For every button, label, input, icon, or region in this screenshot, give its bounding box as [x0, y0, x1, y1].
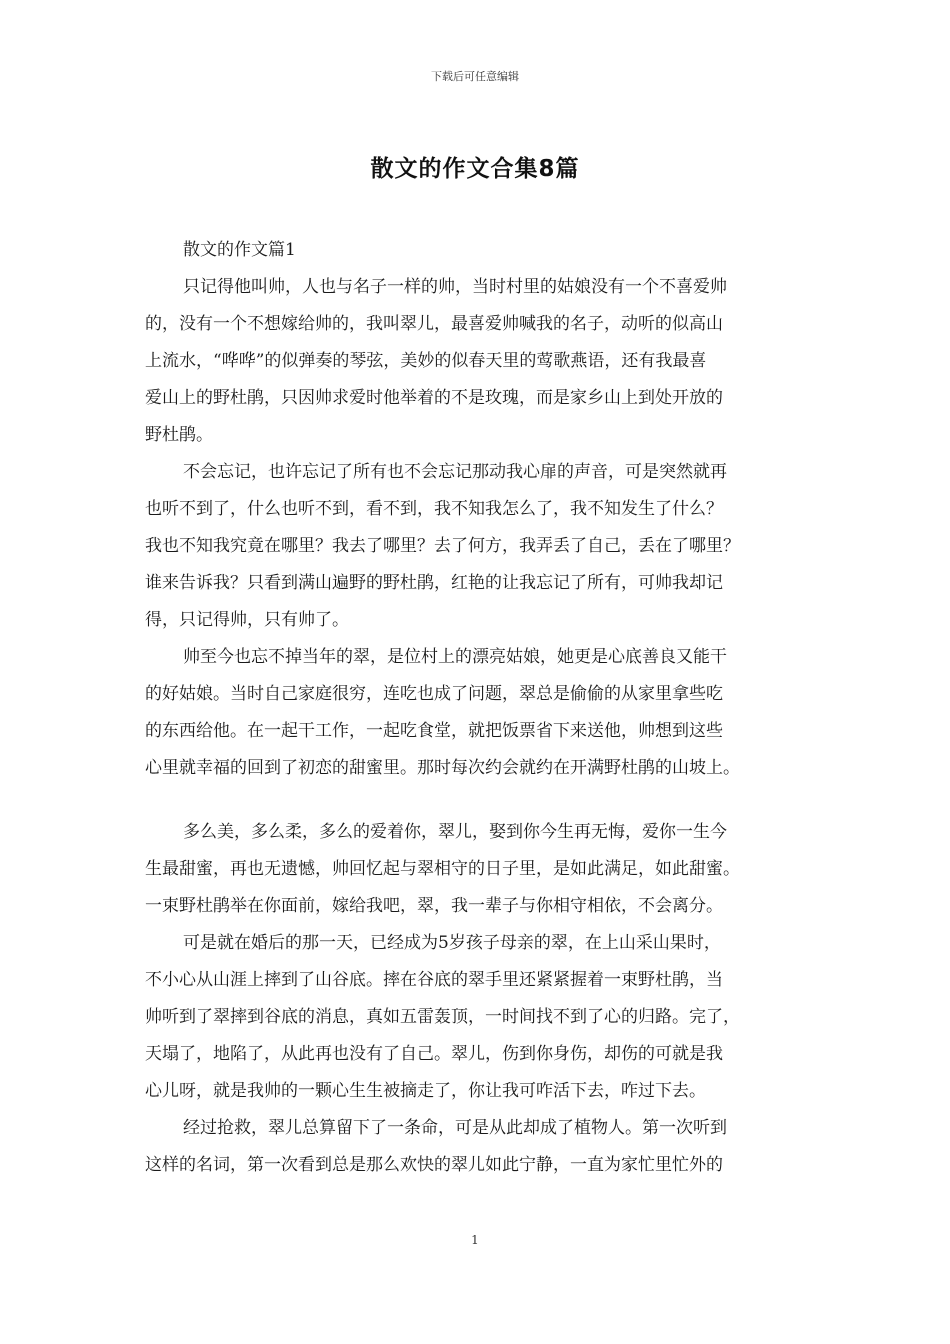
body-line: 不小心从山涯上摔到了山谷底。摔在谷底的翠手里还紧紧握着一束野杜鹃，当 — [145, 970, 723, 990]
body-line: 上流水，“哗哗”的似弹奏的琴弦，美妙的似春天里的莺歌燕语，还有我最喜 — [145, 351, 707, 371]
body-line: 多么美，多么柔，多么的爱着你，翠儿，娶到你今生再无悔，爱你一生今 — [183, 822, 727, 842]
body-line: 我也不知我究竟在哪里？我去了哪里？去了何方，我弄丢了自己，丢在了哪里？ — [145, 536, 740, 556]
body-line: 天塌了，地陷了，从此再也没有了自己。翠儿，伤到你身伤，却伤的可就是我 — [145, 1044, 723, 1064]
body-line: 爱山上的野杜鹃，只因帅求爱时他举着的不是玫瑰，而是家乡山上到处开放的 — [145, 388, 723, 408]
body-line: 的好姑娘。当时自己家庭很穷，连吃也成了问题，翠总是偷偷的从家里拿些吃 — [145, 684, 723, 704]
body-line: 经过抢救，翠儿总算留下了一条命，可是从此却成了植物人。第一次听到 — [183, 1118, 727, 1138]
body-line: 野杜鹃。 — [145, 425, 213, 445]
body-line: 一束野杜鹃举在你面前，嫁给我吧，翠，我一辈子与你相守相依，不会离分。 — [145, 896, 723, 916]
body-line: 心儿呀，就是我帅的一颗心生生被摘走了，你让我可咋活下去，咋过下去。 — [145, 1081, 706, 1101]
body-line: 这样的名词，第一次看到总是那么欢快的翠儿如此宁静，一直为家忙里忙外的 — [145, 1155, 723, 1175]
paragraph-gap — [145, 787, 810, 814]
body-line: 帅至今也忘不掉当年的翠，是位村上的漂亮姑娘，她更是心底善良又能干 — [183, 647, 727, 667]
page-number: 1 — [471, 1233, 479, 1247]
section-heading: 散文的作文篇1 — [183, 240, 296, 260]
document-title: 散文的作文合集8篇 — [370, 156, 580, 182]
body-line: 也听不到了，什么也听不到，看不到，我不知我怎么了，我不知发生了什么？ — [145, 499, 723, 519]
body-line: 只记得他叫帅，人也与名子一样的帅，当时村里的姑娘没有一个不喜爱帅 — [183, 277, 727, 297]
body-line: 不会忘记，也许忘记了所有也不会忘记那动我心扉的声音，可是突然就再 — [183, 462, 727, 482]
document-body — [145, 232, 810, 1184]
body-line: 帅听到了翠摔到谷底的消息，真如五雷轰顶，一时间找不到了心的归路。完了， — [145, 1007, 740, 1027]
body-line: 谁来告诉我？只看到满山遍野的野杜鹃，红艳的让我忘记了所有，可帅我却记 — [145, 573, 723, 593]
page-header-note: 下载后可任意编辑 — [431, 70, 519, 83]
body-line: 的东西给他。在一起干工作，一起吃食堂，就把饭票省下来送他，帅想到这些 — [145, 721, 723, 741]
body-line: 生最甜蜜，再也无遗憾，帅回忆起与翠相守的日子里，是如此满足，如此甜蜜。 — [145, 859, 740, 879]
body-line: 的，没有一个不想嫁给帅的，我叫翠儿，最喜爱帅喊我的名子，动听的似高山 — [145, 314, 723, 334]
body-line: 可是就在婚后的那一天，已经成为5岁孩子母亲的翠，在上山采山果时， — [183, 933, 721, 953]
body-line: 心里就幸福的回到了初恋的甜蜜里。那时每次约会就约在开满野杜鹃的山坡上。 — [145, 758, 740, 778]
body-line: 得，只记得帅，只有帅了。 — [145, 610, 349, 630]
